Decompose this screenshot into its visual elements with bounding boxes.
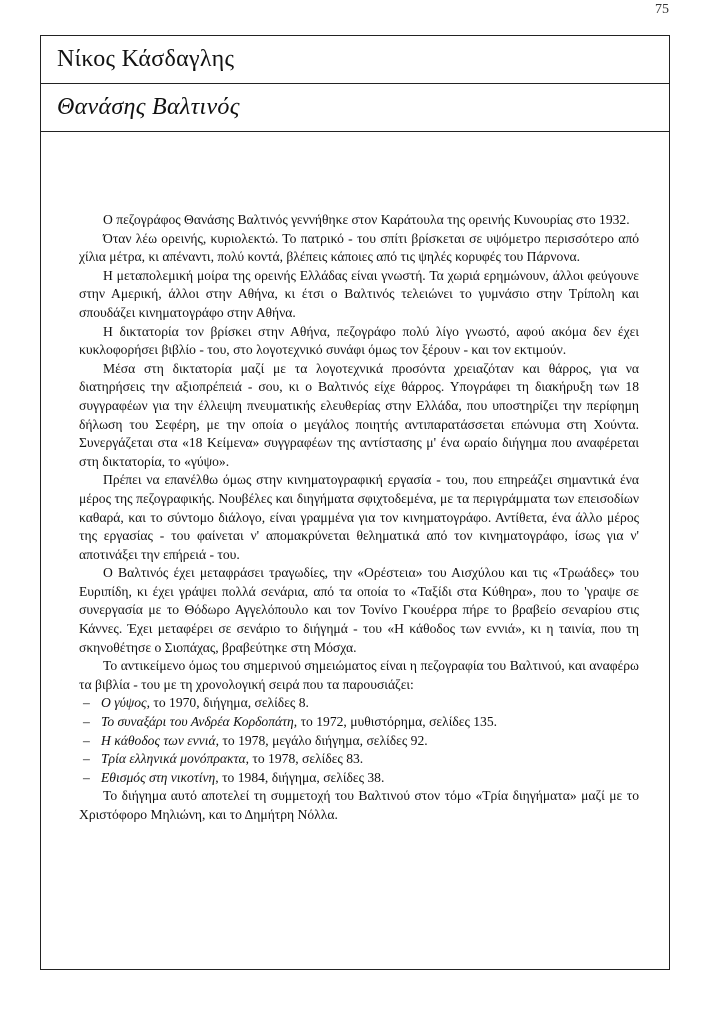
book-item — [79, 750, 639, 769]
book-title: Τρία ελληνικά μονόπρακτα — [101, 751, 246, 767]
book-title: Η κάθοδος των εννιά — [101, 732, 216, 748]
book-title: Ο γύψος — [101, 695, 147, 711]
paragraph: Ο Βαλτινός έχει μεταφράσει τραγωδίες, την «Ορέστεια» του Αισχύλου και τις «Τρωάδες» του Ευριπίδη, κι έχει γράψει πολλά σενάρια, από τα οποία το «Ταξίδι στα Κύθηρα», που το 'γραψε σε συνεργασία με το Θόδωρο Αγγελόπουλο και τον Τονίνο Γκουέρρα πήρε το βραβείο σεναρίου στις Κάννες. Έχει μεταφέρει σε σενάριο το διήγημά - του «Η κάθοδος των εννιά», κι η ταινία, που τη σκηνοθέτησε ο Σιοπάχας, βραβεύτηκε στη Μόσχα. — [79, 565, 639, 655]
book-title: Το συναξάρι του Ανδρέα Κορδοπάτη — [101, 714, 294, 730]
book-list — [79, 694, 639, 787]
page-number: 75 — [655, 2, 669, 17]
book-title: Εθισμός στη νικοτίνη — [101, 769, 216, 785]
paragraph: Ο πεζογράφος Θανάσης Βαλτινός γεννήθηκε στον Καράτουλα της ορεινής Κυνουρίας στο 1932. — [103, 212, 630, 227]
paragraph: Όταν λέω ορεινής, κυριολεκτώ. Το πατρικό - του σπίτι βρίσκεται σε υψόμετρο περισσότερο από χίλια μέτρα, κι απέναντι, πολύ κοντά, βλέπεις κάποιες από τις ψηλές κορυφές του Πάρνονα. — [79, 230, 639, 265]
book-details: , το 1972, μυθιστόρημα, σελίδες 135. — [293, 714, 498, 730]
article-frame — [40, 35, 670, 970]
paragraph: Η δικτατορία τον βρίσκει στην Αθήνα, πεζογράφο πολύ λίγο γνωστό, αφού ακόμα δεν έχει κυκλοφορήσει βιβλίο - του, στο λογοτεχνικό συνάφι όμως τον ξέρουν - και τον εκτιμούν. — [79, 323, 639, 358]
book-details: , το 1984, διήγημα, σελίδες 38. — [215, 769, 385, 785]
author-header — [41, 36, 669, 84]
article-body — [41, 132, 669, 825]
book-details: , το 1978, σελίδες 83. — [245, 751, 364, 767]
author-name: Νίκος Κάσδαγλης — [57, 46, 235, 72]
paragraph: Το αντικείμενο όμως του σημερινού σημειώματος είναι η πεζογραφία του Βαλτινού, και αναφέρω τα βιβλία - του με τη χρονολογική σειρά που τα παρουσιάζει: — [79, 658, 639, 692]
paragraph: Η μεταπολεμική μοίρα της ορεινής Ελλάδας είναι γνωστή. Τα χωριά ερημώνουν, άλλοι φεύγουνε στην Αμερική, άλλοι στην Αθήνα, κι έτσι ο Βαλτινός τελειώνει το γυμνάσιο στην Τρίπολη και σπουδάζει κινηματογράφο στην Αθήνα. — [79, 267, 639, 320]
paragraph: Πρέπει να επανέλθω όμως στην κινηματογραφική εργασία - του, που επηρεάζει σημαντικά ένα μέρος της πεζογραφικής. Νουβέλες και διηγήματα σφιχτοδεμένα, με τα περιγράμματα των επεισοδίων καθαρά, και το σύντομο διάλογο, είναι γραμμένα για τον κινηματογράφο. Αντίθετα, ένα άλλο μέρος της εργασίας - του φαίνεται ν' απομακρύνεται θεληματικά από τον κινηματογράφο, ίσως για ν' αποτινάξει την επήρειά - του. — [79, 472, 639, 562]
book-details: , το 1970, διήγημα, σελίδες 8. — [146, 695, 309, 711]
book-item — [79, 769, 639, 788]
book-item — [79, 732, 639, 751]
paragraph: Μέσα στη δικτατορία μαζί με τα λογοτεχνικά προσόντα χρειαζόταν και θάρρος, για να διατηρήσεις την αξιοπρέπειά - σου, κι ο Βαλτινός είχε θάρρος. Υπογράφει τη διακήρυξη των 18 συγγραφέων για την έλλειψη πνευματικής ελευθερίας στην Ελλάδα, που υποστηρίζει την περίφημη δήλωση του Σεφέρη, με την οποία ο μεγάλος ποιητής αντιπαρατάσσεται επώνυμα στη Χούντα. Συνεργάζεται στα «18 Κείμενα» συγγραφέων της αντίστασης μ' ένα ωραίο διήγημα που αναφέρεται στη δικτατορία, το «γύψο». — [79, 360, 639, 469]
book-item — [79, 713, 639, 732]
subject-header — [41, 84, 669, 132]
book-item — [79, 694, 639, 713]
article-title: Θανάσης Βαλτινός — [57, 94, 240, 120]
closing-paragraph: Το διήγημα αυτό αποτελεί τη συμμετοχή του Βαλτινού στον τόμο «Τρία διηγήματα» μαζί με το Χριστόφορο Μηλιώνη, και το Δημήτρη Νόλλα. — [79, 788, 639, 822]
book-details: , το 1978, μεγάλο διήγημα, σελίδες 92. — [215, 732, 428, 748]
